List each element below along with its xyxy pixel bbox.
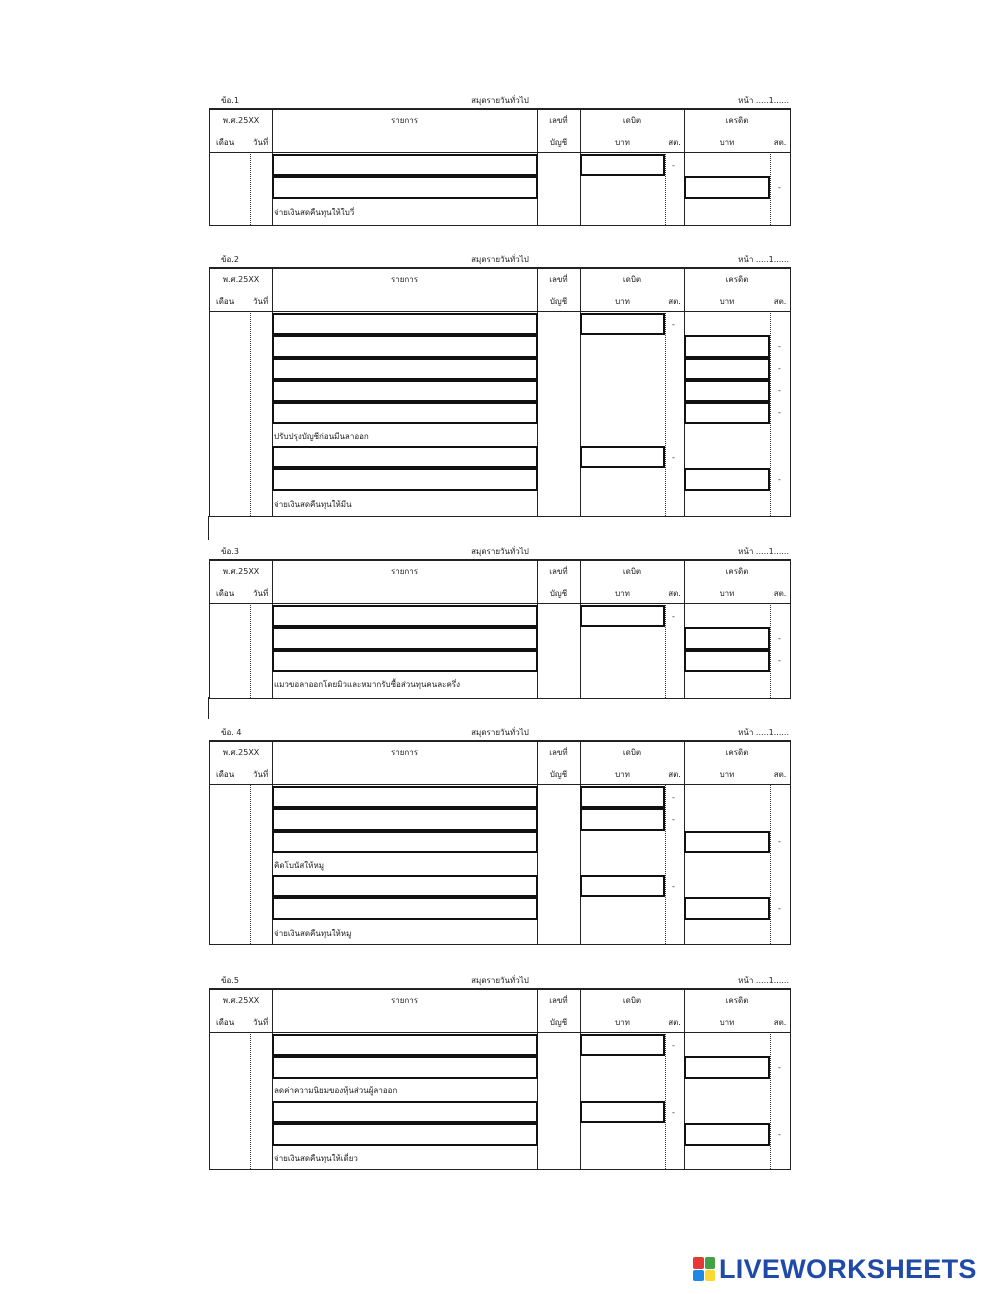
debit-input[interactable] [580, 786, 665, 808]
satang-dash: - [778, 364, 781, 373]
credit-header: เครดิต [725, 748, 749, 757]
debit-input[interactable] [580, 875, 665, 897]
satang-dash: - [778, 1130, 781, 1139]
account-no-header-2: บัญชี [549, 138, 568, 147]
credit-input[interactable] [684, 176, 770, 199]
book-title: สมุดรายวันทั่วไป [471, 96, 529, 105]
debit-baht-header: บาท [615, 589, 630, 598]
page-number: หน้า .....1...... [738, 96, 789, 105]
account-input[interactable] [272, 468, 538, 491]
account-no-header-2: บัญชี [549, 297, 568, 306]
credit-input[interactable] [684, 1123, 770, 1146]
month-header: เดือน [216, 1018, 235, 1027]
debit-input[interactable] [580, 1034, 665, 1056]
page-number: หน้า .....1...... [738, 976, 789, 985]
debit-baht-header: บาท [615, 1018, 630, 1027]
credit-header: เครดิต [725, 116, 749, 125]
satang-dash: - [778, 904, 781, 913]
account-input[interactable] [272, 176, 538, 199]
credit-satang-header: สต. [773, 589, 787, 598]
credit-header: เครดิต [725, 567, 749, 576]
satang-dash: - [672, 882, 675, 891]
credit-input[interactable] [684, 358, 770, 380]
items-header: รายการ [390, 116, 419, 125]
debit-header: เดบิต [622, 748, 642, 757]
credit-satang-header: สต. [773, 297, 787, 306]
journal-q5 [209, 972, 791, 1170]
debit-input[interactable] [580, 154, 665, 176]
items-header: รายการ [390, 567, 419, 576]
debit-baht-header: บาท [615, 297, 630, 306]
account-no-header-2: บัญชี [549, 770, 568, 779]
credit-baht-header: บาท [719, 589, 735, 598]
credit-baht-header: บาท [719, 1018, 735, 1027]
debit-baht-header: บาท [615, 138, 630, 147]
book-title: สมุดรายวันทั่วไป [471, 976, 529, 985]
brand-name: LIVEWORKSHEETS [719, 1253, 977, 1284]
items-header: รายการ [390, 748, 419, 757]
month-header: เดือน [216, 589, 235, 598]
explanation-text: ปรับปรุงบัญชีก่อนมีนลาออก [274, 432, 369, 441]
liveworksheets-logo-icon [693, 1257, 715, 1281]
debit-header: เดบิต [622, 567, 642, 576]
account-input[interactable] [272, 313, 538, 335]
satang-dash: - [778, 183, 781, 192]
account-no-header-2: บัญชี [549, 1018, 568, 1027]
explanation-text: คิดโบนัสให้หมู [274, 861, 324, 870]
debit-satang-header: สต. [668, 297, 681, 306]
satang-dash: - [672, 453, 675, 462]
journal-q4 [209, 724, 791, 945]
debit-input[interactable] [580, 313, 665, 335]
journal-title-row [209, 251, 791, 267]
debit-input[interactable] [580, 446, 665, 468]
credit-header: เครดิต [725, 996, 749, 1005]
debit-satang-header: สต. [668, 770, 681, 779]
explanation-text: แมวขอลาออกโดยมิวและหมากรับซื้อส่วนทุนคนละครึ่ง [274, 680, 460, 689]
account-input[interactable] [272, 786, 538, 808]
month-header: เดือน [216, 770, 235, 779]
logo-square-yellow [705, 1270, 716, 1282]
book-title: สมุดรายวันทั่วไป [471, 255, 529, 264]
explanation-text: ลดค่าความนิยมของหุ้นส่วนผู้ลาออก [274, 1086, 398, 1095]
debit-input[interactable] [580, 605, 665, 627]
book-title: สมุดรายวันทั่วไป [471, 547, 529, 556]
satang-dash: - [672, 1041, 675, 1050]
account-no-header: เลขที่ [549, 275, 568, 284]
credit-input[interactable] [684, 650, 770, 672]
debit-header: เดบิต [622, 116, 642, 125]
account-input[interactable] [272, 335, 538, 358]
items-header: รายการ [390, 275, 419, 284]
account-input[interactable] [272, 446, 538, 468]
month-header: เดือน [216, 138, 235, 147]
debit-input[interactable] [580, 808, 665, 831]
question-label: ข้อ.1 [221, 96, 239, 105]
account-input[interactable] [272, 1101, 538, 1123]
page-number: หน้า .....1...... [738, 547, 789, 556]
credit-header: เครดิต [725, 275, 749, 284]
debit-satang-header: สต. [668, 1018, 681, 1027]
journal-q1 [209, 92, 791, 226]
credit-satang-header: สต. [773, 138, 787, 147]
journal-title-row [209, 92, 791, 108]
explanation-text: จ่ายเงินสดคืนทุนให้เดี่ยว [274, 1154, 358, 1163]
debit-input[interactable] [580, 1101, 665, 1123]
account-input[interactable] [272, 1123, 538, 1146]
debit-satang-header: สต. [668, 589, 681, 598]
credit-input[interactable] [684, 402, 770, 424]
year-header: พ.ศ.25XX [222, 116, 260, 125]
satang-dash: - [778, 634, 781, 643]
credit-baht-header: บาท [719, 770, 735, 779]
year-header: พ.ศ.25XX [222, 996, 260, 1005]
account-input[interactable] [272, 650, 538, 672]
journal-table [209, 108, 791, 226]
account-no-header: เลขที่ [549, 748, 568, 757]
satang-dash: - [672, 161, 675, 170]
credit-input[interactable] [684, 335, 770, 358]
satang-dash: - [672, 793, 675, 802]
account-no-header-2: บัญชี [549, 589, 568, 598]
account-no-header: เลขที่ [549, 996, 568, 1005]
question-label: ข้อ.2 [221, 255, 239, 264]
satang-dash: - [672, 612, 675, 621]
question-label: ข้อ. 4 [221, 728, 242, 737]
explanation-text: จ่ายเงินสดคืนทุนให้หมู [274, 929, 352, 938]
credit-input[interactable] [684, 468, 770, 491]
account-input[interactable] [272, 358, 538, 380]
debit-header: เดบิต [622, 275, 642, 284]
credit-input[interactable] [684, 380, 770, 402]
satang-dash: - [778, 408, 781, 417]
satang-dash: - [672, 1108, 675, 1117]
question-label: ข้อ.5 [221, 976, 239, 985]
account-input[interactable] [272, 808, 538, 831]
account-input[interactable] [272, 154, 538, 176]
journal-title-row [209, 543, 791, 559]
year-header: พ.ศ.25XX [222, 567, 260, 576]
debit-header: เดบิต [622, 996, 642, 1005]
journal-title-row [209, 724, 791, 740]
credit-satang-header: สต. [773, 770, 787, 779]
satang-dash: - [778, 1063, 781, 1072]
satang-dash: - [778, 656, 781, 665]
journal-table [209, 267, 791, 517]
question-label: ข้อ.3 [221, 547, 239, 556]
month-header: เดือน [216, 297, 235, 306]
account-input[interactable] [272, 897, 538, 920]
account-input[interactable] [272, 380, 538, 402]
debit-satang-header: สต. [668, 138, 681, 147]
page-number: หน้า .....1...... [738, 728, 789, 737]
satang-dash: - [778, 386, 781, 395]
credit-baht-header: บาท [719, 138, 735, 147]
credit-satang-header: สต. [773, 1018, 787, 1027]
explanation-text: จ่ายเงินสดคืนทุนให้มีน [274, 500, 352, 509]
credit-baht-header: บาท [719, 297, 735, 306]
logo-square-red [693, 1257, 704, 1269]
logo-square-blue [693, 1270, 704, 1282]
journal-table [209, 559, 791, 699]
journal-title-row [209, 972, 791, 988]
credit-input[interactable] [684, 831, 770, 853]
year-header: พ.ศ.25XX [222, 275, 260, 284]
page-number: หน้า .....1...... [738, 255, 789, 264]
satang-dash: - [778, 342, 781, 351]
day-header: วันที่ [253, 138, 269, 147]
account-input[interactable] [272, 402, 538, 424]
year-header: พ.ศ.25XX [222, 748, 260, 757]
satang-dash: - [778, 837, 781, 846]
credit-input[interactable] [684, 897, 770, 920]
credit-input[interactable] [684, 627, 770, 650]
journal-table [209, 988, 791, 1170]
journal-q2 [209, 251, 791, 517]
journal-q3 [209, 543, 791, 699]
satang-dash: - [672, 320, 675, 329]
account-input[interactable] [272, 1056, 538, 1079]
account-input[interactable] [272, 1034, 538, 1056]
account-input[interactable] [272, 875, 538, 897]
journal-table [209, 740, 791, 945]
logo-square-green [705, 1257, 716, 1269]
satang-dash: - [778, 475, 781, 484]
debit-baht-header: บาท [615, 770, 630, 779]
book-title: สมุดรายวันทั่วไป [471, 728, 529, 737]
explanation-text: จ่ายเงินสดคืนทุนให้ใบวี่ [274, 208, 355, 217]
items-header: รายการ [390, 996, 419, 1005]
account-input[interactable] [272, 831, 538, 853]
account-no-header: เลขที่ [549, 567, 568, 576]
day-header: วันที่ [253, 1018, 269, 1027]
account-no-header: เลขที่ [549, 116, 568, 125]
account-input[interactable] [272, 605, 538, 627]
day-header: วันที่ [253, 297, 269, 306]
account-input[interactable] [272, 627, 538, 650]
liveworksheets-logo [693, 1254, 977, 1284]
day-header: วันที่ [253, 770, 269, 779]
credit-input[interactable] [684, 1056, 770, 1079]
satang-dash: - [672, 815, 675, 824]
day-header: วันที่ [253, 589, 269, 598]
